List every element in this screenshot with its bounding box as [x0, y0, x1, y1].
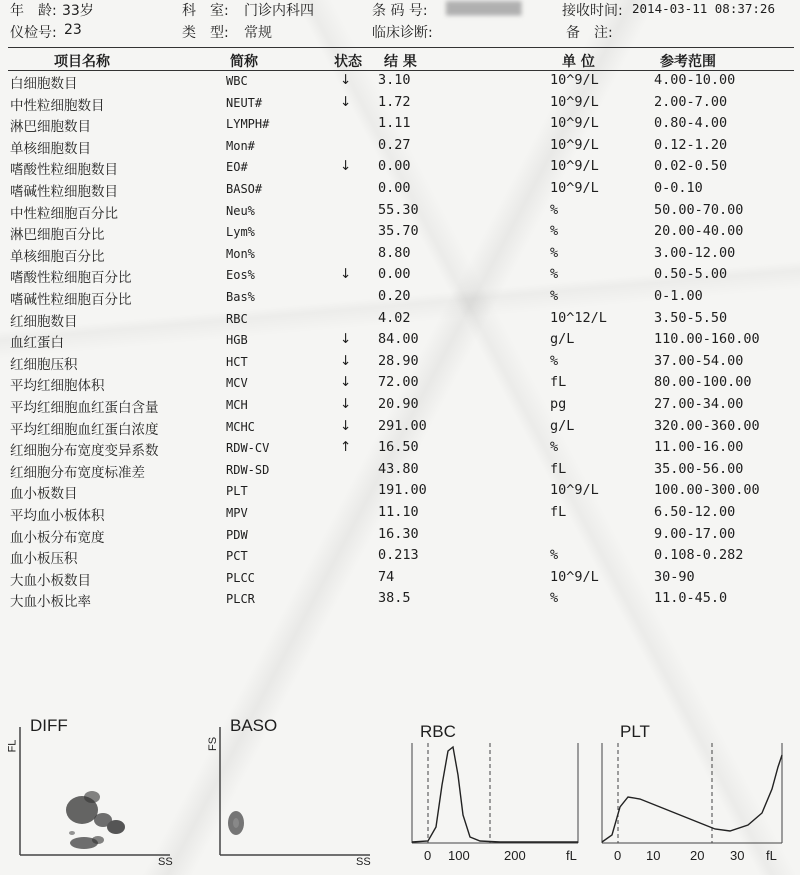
reference-range: 0-1.00 [654, 288, 703, 304]
result-value: 16.30 [378, 525, 419, 542]
test-name: 血小板数目 [10, 486, 78, 503]
status-flag: ↓ [340, 374, 352, 391]
reference-range: 11.00-16.00 [654, 439, 744, 456]
result-value: 291.00 [378, 417, 427, 434]
table-row [0, 180, 800, 202]
rbc-tick-100: 100 [448, 848, 470, 863]
result-value: 28.90 [378, 352, 419, 369]
test-name: 平均血小板体积 [10, 508, 105, 524]
unit: g/L [550, 417, 575, 434]
test-name: 嗜碱性粒细胞数目 [10, 184, 118, 200]
reference-range: 37.00-54.00 [654, 352, 744, 369]
table-row [0, 223, 800, 245]
test-name: 中性粒细胞数目 [10, 97, 105, 114]
table-row [0, 482, 800, 504]
rbc-curve [412, 747, 578, 842]
reference-range: 27.00-34.00 [654, 396, 744, 412]
rbc-unit: fL [566, 848, 577, 863]
histogram-panel [0, 715, 800, 875]
test-name: 红细胞压积 [10, 356, 78, 373]
result-value: 11.10 [378, 504, 419, 520]
result-value: 16.50 [378, 439, 419, 456]
plt-tick-20: 20 [690, 848, 705, 863]
table-row [0, 310, 800, 332]
test-abbreviation: MCHC [226, 419, 255, 434]
col-unit: 单 位 [562, 54, 595, 70]
diff-label: DIFF [30, 716, 68, 735]
status-flag: ↓ [340, 266, 352, 283]
test-name: 嗜碱性粒细胞百分比 [10, 292, 132, 308]
unit: 10^9/L [550, 136, 599, 153]
received-value: 2014-03-11 08:37:26 [632, 1, 775, 16]
test-name: 白细胞数目 [10, 76, 78, 92]
test-abbreviation: HGB [226, 333, 248, 348]
result-value: 0.00 [378, 266, 411, 283]
test-abbreviation: Bas% [226, 290, 255, 304]
test-abbreviation: RDW-SD [226, 462, 270, 477]
rbc-tick-0: 0 [424, 848, 432, 863]
unit: 10^9/L [550, 115, 599, 132]
test-abbreviation: MCV [226, 376, 248, 391]
test-abbreviation: RDW-CV [226, 441, 270, 456]
result-value: 0.27 [378, 136, 411, 153]
test-name: 平均红细胞血红蛋白浓度 [10, 421, 159, 438]
plt-curve [602, 755, 782, 842]
unit: 10^9/L [550, 158, 599, 175]
test-abbreviation: PLCC [226, 570, 255, 585]
test-abbreviation: Neu% [226, 203, 255, 218]
plt-tick-30: 30 [730, 848, 745, 863]
reference-range: 320.00-360.00 [654, 417, 760, 434]
test-name: 血小板压积 [10, 551, 78, 568]
test-name: 血红蛋白 [10, 335, 64, 352]
test-name: 平均红细胞血红蛋白含量 [10, 400, 159, 416]
test-abbreviation: Mon# [226, 138, 255, 153]
test-abbreviation: EO# [226, 160, 248, 175]
col-abbr: 简称 [230, 54, 258, 70]
test-abbreviation: PCT [226, 549, 248, 564]
result-value: 20.90 [378, 396, 419, 412]
reference-range: 0.12-1.20 [654, 136, 728, 153]
plt-label: PLT [620, 722, 650, 741]
unit: 10^9/L [550, 568, 599, 585]
reference-range: 30-90 [654, 568, 695, 585]
reference-range: 9.00-17.00 [654, 525, 736, 542]
received-label: 接收时间: [562, 3, 623, 19]
test-abbreviation: MCH [226, 398, 248, 412]
table-row [0, 418, 800, 440]
baso-x-axis-label: SS [356, 856, 371, 868]
reference-range: 3.00-12.00 [654, 244, 736, 261]
reference-range: 100.00-300.00 [654, 482, 760, 499]
unit: % [550, 244, 559, 261]
unit: % [550, 201, 559, 218]
test-abbreviation: LYMPH# [226, 117, 270, 132]
result-value: 4.02 [378, 309, 411, 326]
result-value: 0.00 [378, 158, 411, 175]
test-name: 中性粒细胞百分比 [10, 205, 118, 222]
test-abbreviation: RBC [226, 311, 248, 326]
test-name: 大血小板数目 [10, 572, 91, 589]
test-abbreviation: Lym% [226, 225, 255, 240]
table-row [0, 288, 800, 310]
age-value: 33岁 [62, 3, 94, 19]
status-flag: ↓ [340, 331, 352, 348]
table-row [0, 461, 800, 483]
reference-range: 3.50-5.50 [654, 309, 728, 326]
result-value: 0.213 [378, 547, 419, 564]
test-name: 嗜酸性粒细胞百分比 [10, 270, 132, 287]
diff-x-axis-label: SS [158, 856, 173, 868]
unit: fL [550, 504, 567, 520]
diff-y-axis-label: FL [6, 739, 19, 753]
header-rule-bottom [8, 70, 794, 71]
result-value: 74 [378, 568, 395, 585]
result-value: 8.80 [378, 244, 411, 261]
reference-range: 110.00-160.00 [654, 331, 760, 348]
dept-label: 科 室: [182, 3, 229, 19]
table-row [0, 504, 800, 526]
dept-value: 门诊内科四 [244, 3, 314, 19]
result-value: 0.00 [378, 180, 411, 196]
test-name: 血小板分布宽度 [10, 529, 105, 546]
reference-range: 20.00-40.00 [654, 223, 744, 240]
table-row [0, 158, 800, 180]
unit: g/L [550, 331, 575, 348]
test-abbreviation: BASO# [226, 182, 263, 196]
test-name: 大血小板比率 [10, 594, 91, 611]
reference-range: 6.50-12.00 [654, 504, 736, 520]
instrument-value: 23 [64, 22, 82, 38]
instrument-label: 仪检号: [10, 25, 57, 41]
test-abbreviation: Mon% [226, 246, 255, 261]
test-abbreviation: WBC [226, 74, 248, 88]
test-abbreviation: Eos% [226, 268, 255, 283]
col-reference: 参考范围 [660, 54, 716, 70]
unit: fL [550, 460, 567, 477]
result-value: 84.00 [378, 331, 419, 348]
baso-y-axis-label: FS [207, 736, 220, 752]
test-name: 嗜酸性粒细胞数目 [10, 162, 118, 179]
status-flag: ↓ [340, 93, 352, 110]
unit: % [550, 266, 559, 283]
table-row [0, 526, 800, 548]
unit: % [550, 439, 559, 456]
table-row [0, 115, 800, 137]
reference-range: 35.00-56.00 [654, 460, 744, 477]
table-row [0, 202, 800, 224]
test-abbreviation: PLCR [226, 592, 255, 607]
col-result: 结 果 [384, 54, 417, 70]
plt-unit: fL [766, 848, 777, 863]
header-rule-top [8, 47, 794, 48]
test-name: 红细胞分布宽度标准差 [10, 464, 145, 481]
unit: 10^12/L [550, 309, 607, 326]
result-value: 1.72 [378, 93, 411, 110]
plt-tick-10: 10 [646, 848, 661, 863]
test-name: 淋巴细胞数目 [10, 119, 91, 136]
reference-range: 0.80-4.00 [654, 115, 728, 132]
status-flag: ↑ [340, 439, 352, 456]
result-value: 0.20 [378, 288, 411, 304]
rbc-tick-200: 200 [504, 848, 526, 863]
status-flag: ↓ [340, 72, 352, 88]
baso-scattergram [220, 727, 370, 855]
reference-range: 2.00-7.00 [654, 93, 728, 110]
barcode-label: 条 码 号: [372, 3, 428, 19]
unit: % [550, 590, 559, 607]
test-name: 淋巴细胞百分比 [10, 227, 105, 244]
table-row [0, 137, 800, 159]
unit: 10^9/L [550, 180, 599, 196]
table-row [0, 590, 800, 612]
diff-cluster [66, 791, 125, 849]
reference-range: 0.108-0.282 [654, 547, 744, 564]
result-value: 3.10 [378, 72, 411, 88]
test-abbreviation: NEUT# [226, 95, 263, 110]
table-row [0, 72, 800, 94]
unit: pg [550, 396, 567, 412]
status-flag: ↓ [340, 352, 352, 369]
unit: 10^9/L [550, 72, 599, 88]
reference-range: 0.02-0.50 [654, 158, 728, 175]
table-row [0, 547, 800, 569]
reference-range: 0.50-5.00 [654, 266, 728, 283]
unit: 10^9/L [550, 482, 599, 499]
test-abbreviation: MPV [226, 506, 248, 520]
rbc-histogram [412, 743, 578, 843]
plt-histogram [602, 743, 782, 843]
table-row [0, 374, 800, 396]
test-abbreviation: HCT [226, 354, 248, 369]
unit: % [550, 547, 559, 564]
plt-tick-0: 0 [614, 848, 622, 863]
result-value: 1.11 [378, 115, 411, 132]
table-row [0, 396, 800, 418]
table-row [0, 353, 800, 375]
table-row [0, 94, 800, 116]
status-flag: ↓ [340, 396, 352, 412]
rbc-label: RBC [420, 722, 456, 741]
test-name: 红细胞数目 [10, 313, 78, 330]
reference-range: 50.00-70.00 [654, 201, 744, 218]
table-row [0, 266, 800, 288]
unit: fL [550, 374, 567, 391]
test-name: 红细胞分布宽度变异系数 [10, 443, 159, 460]
reference-range: 11.0-45.0 [654, 590, 728, 607]
test-abbreviation: PLT [226, 484, 248, 499]
result-value: 38.5 [378, 590, 411, 607]
reference-range: 80.00-100.00 [654, 374, 752, 391]
diff-scattergram [20, 727, 170, 855]
result-value: 72.00 [378, 374, 419, 391]
result-value: 191.00 [378, 482, 427, 499]
test-name: 单核细胞数目 [10, 140, 91, 157]
table-row [0, 439, 800, 461]
type-label: 类 型: [182, 25, 229, 41]
test-name: 平均红细胞体积 [10, 378, 105, 395]
unit: 10^9/L [550, 93, 599, 110]
result-value: 55.30 [378, 201, 419, 218]
col-name: 项目名称 [54, 54, 110, 70]
table-row [0, 569, 800, 591]
status-flag: ↓ [340, 158, 352, 175]
status-flag: ↓ [340, 417, 352, 434]
test-abbreviation: PDW [226, 527, 248, 542]
table-row [0, 245, 800, 267]
col-status: 状态 [334, 54, 362, 70]
unit: % [550, 352, 559, 369]
unit: % [550, 288, 559, 304]
remarks-label: 备 注: [566, 25, 613, 41]
result-value: 35.70 [378, 223, 419, 240]
reference-range: 0-0.10 [654, 180, 703, 196]
test-name: 单核细胞百分比 [10, 248, 105, 265]
reference-range: 4.00-10.00 [654, 72, 736, 88]
age-label: 年 龄: [10, 3, 57, 19]
barcode-redacted: ▇▇▇▇▇▇▇ [446, 0, 522, 16]
baso-label: BASO [230, 716, 278, 735]
diagnosis-label: 临床诊断: [372, 25, 433, 41]
table-row [0, 331, 800, 353]
unit: % [550, 223, 559, 240]
result-value: 43.80 [378, 460, 419, 477]
type-value: 常规 [244, 25, 272, 41]
